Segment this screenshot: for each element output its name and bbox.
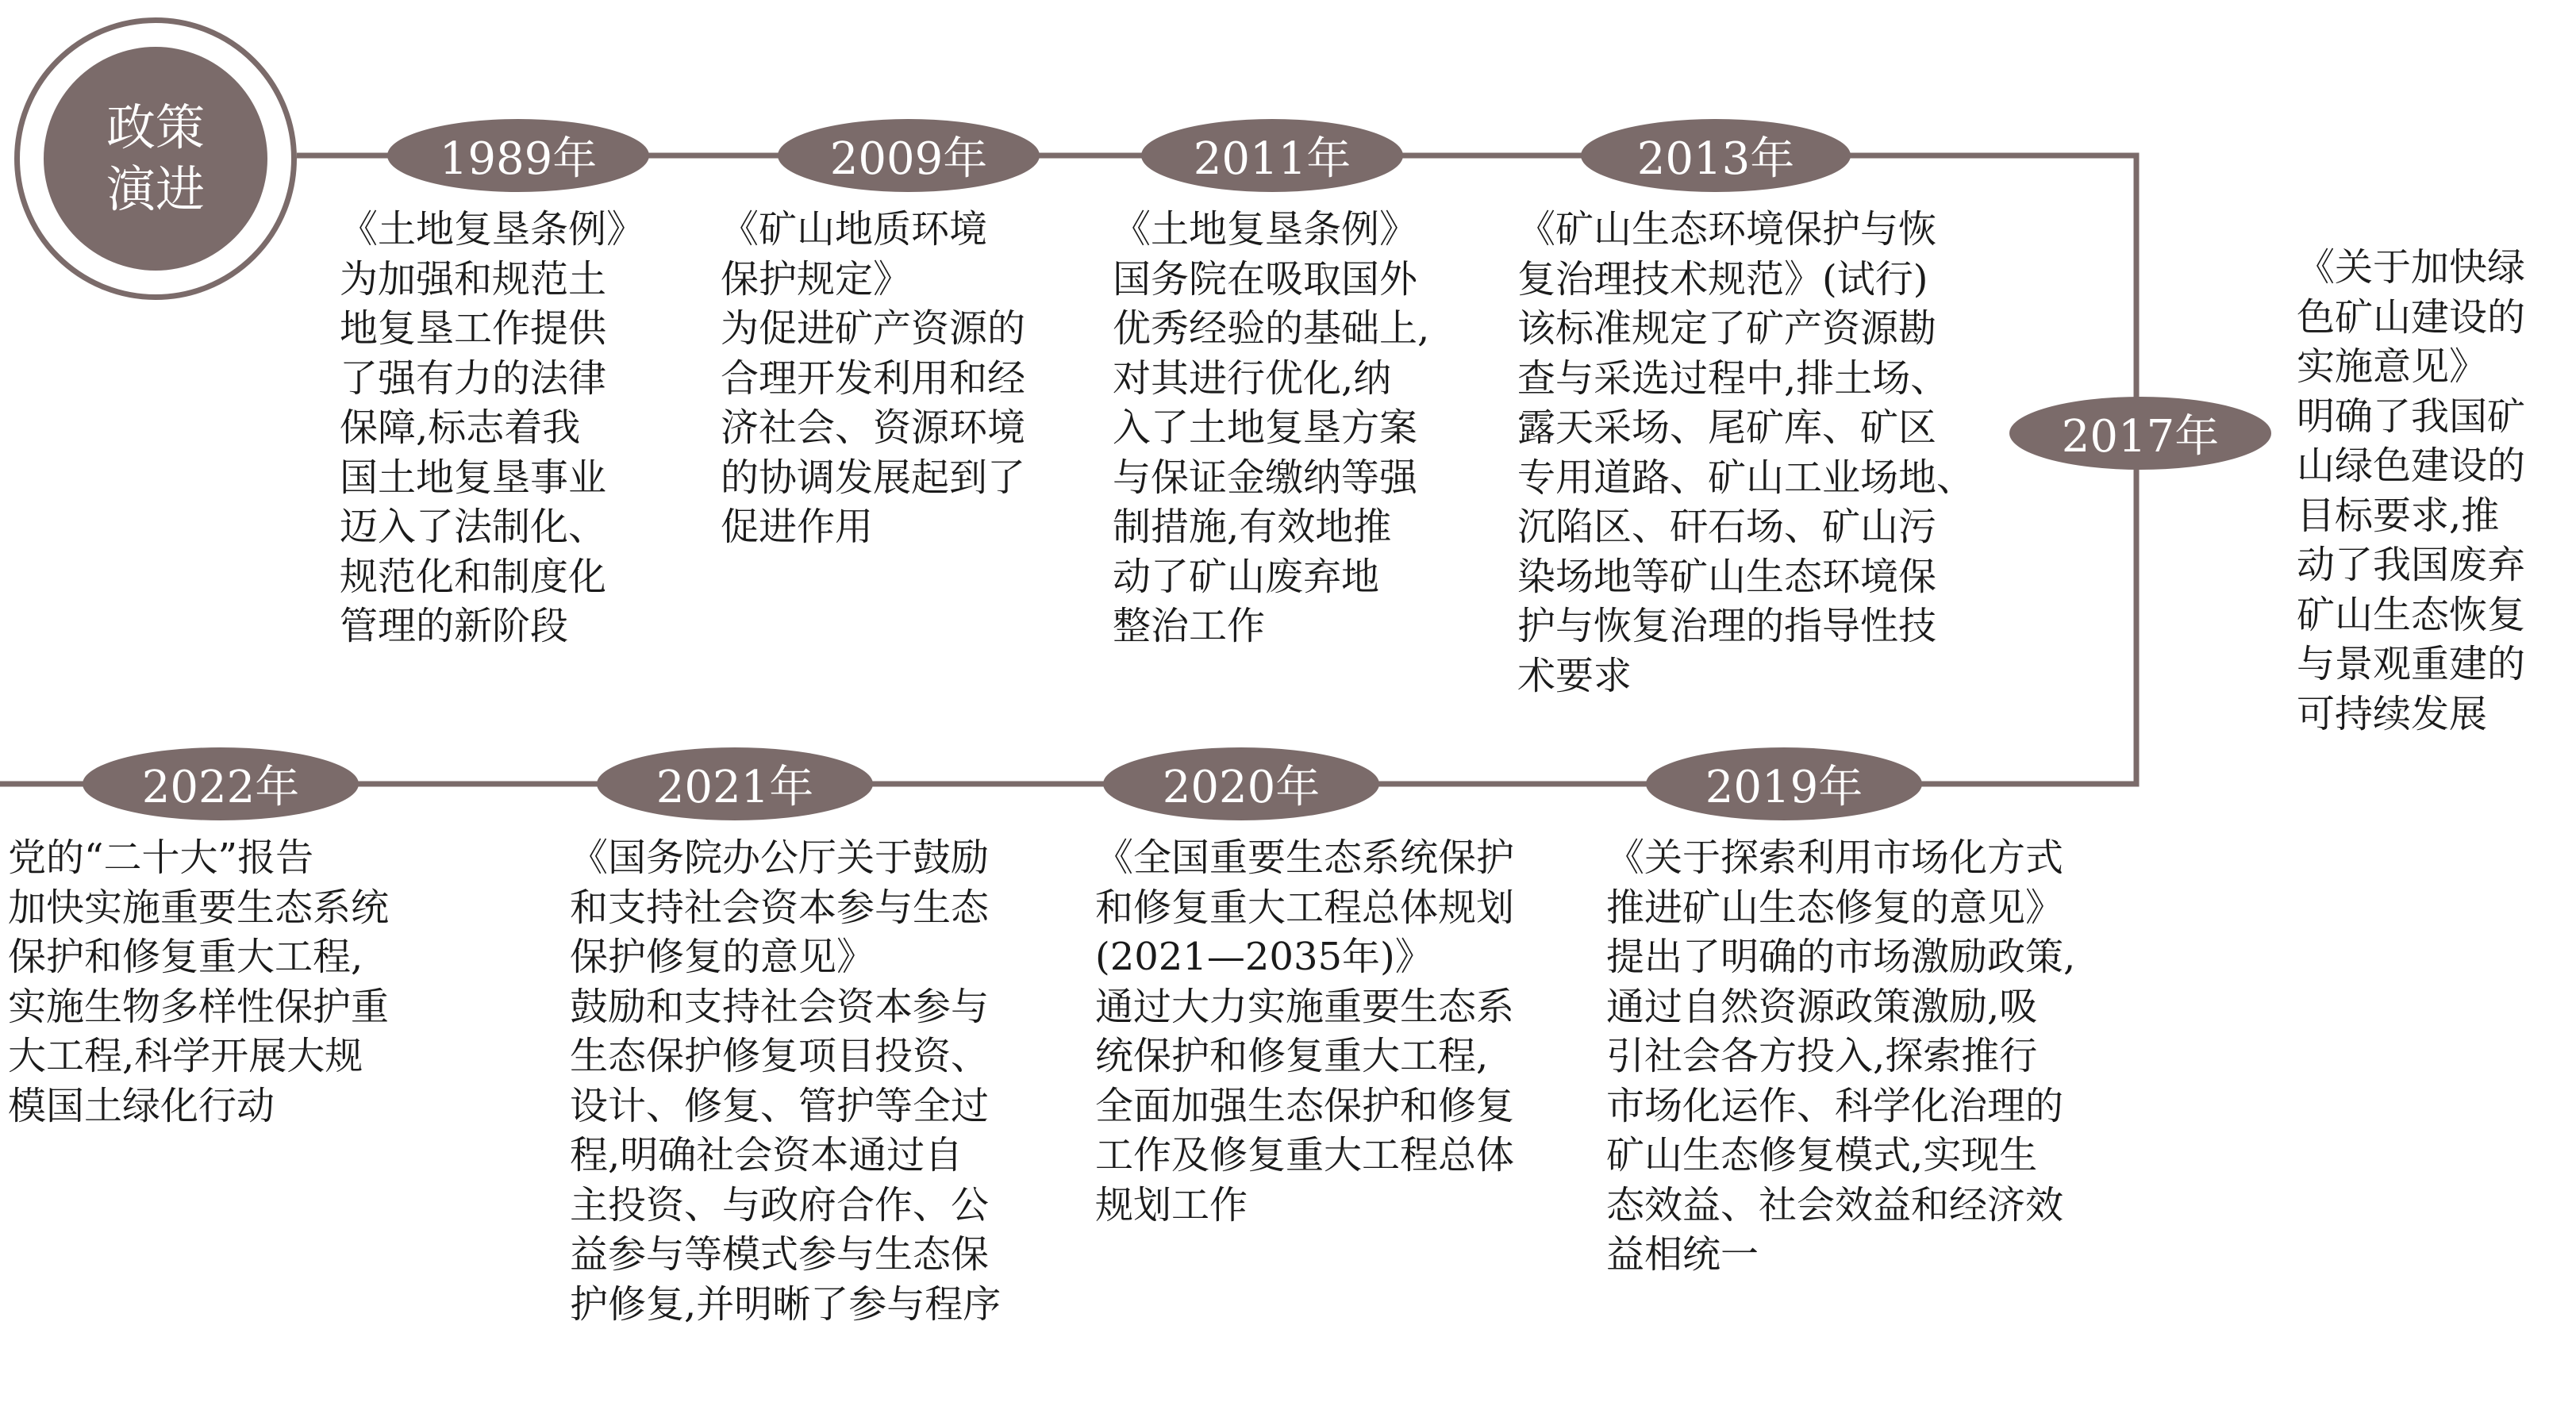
title-circle	[14, 17, 297, 300]
title-line-2: 演进	[106, 160, 205, 218]
event-text-2020: 《全国重要生态系统保护 和修复重大工程总体规划 (2021—2035年)》 通过大力实施重要生态系 统保护和修复重大工程, 全面加强生态保护和修复 工作及修复重大工程总体 规划工作	[1095, 835, 1515, 1227]
event-text-2017: 《关于加快绿 色矿山建设的 实施意见》 明确了我国矿 山绿色建设的 目标要求,推 动了我国废弃 矿山生态恢复 与景观重建的 可持续发展	[2297, 245, 2526, 736]
year-badge-2011: 2011年	[1141, 119, 1403, 192]
year-badge-2021: 2021年	[597, 747, 873, 820]
year-badge-2020: 2020年	[1103, 747, 1379, 820]
year-badge-2013: 2013年	[1581, 119, 1851, 192]
year-badge-2017: 2017年	[2009, 397, 2271, 470]
year-badge-2009: 2009年	[778, 119, 1040, 192]
event-text-2009: 《矿山地质环境 保护规定》 为促进矿产资源的 合理开发利用和经 济社会、资源环境 的协调发展起到了 促进作用	[721, 207, 1026, 549]
event-text-1989: 《土地复垦条例》 为加强和规范土 地复垦工作提供 了强有力的法律 保障,标志着我 国土地复垦事业 迈入了法制化、 规范化和制度化 管理的新阶段	[340, 207, 645, 648]
year-badge-1989: 1989年	[387, 119, 649, 192]
event-text-2011: 《土地复垦条例》 国务院在吸取国外 优秀经验的基础上, 对其进行优化,纳 入了土地复垦方案 与保证金缴纳等强 制措施,有效地推 动了矿山废弃地 整治工作	[1113, 207, 1430, 648]
year-badge-2019: 2019年	[1646, 747, 1922, 820]
year-badge-2022: 2022年	[83, 747, 359, 820]
title-line-1: 政策	[106, 98, 205, 156]
event-text-2021: 《国务院办公厅关于鼓励 和支持社会资本参与生态 保护修复的意见》 鼓励和支持社会资本参与 生态保护修复项目投资、 设计、修复、管护等全过 程,明确社会资本通过自 主投资、与政府合作、公 益参与等模式参与生态保 护修复,并明晰了参与程序	[570, 835, 1002, 1327]
title-badge	[44, 47, 267, 271]
event-text-2022: 党的“二十大”报告 加快实施重要生态系统 保护和修复重大工程, 实施生物多样性保护重 大工程,科学开展大规 模国土绿化行动	[8, 835, 390, 1128]
event-text-2013: 《矿山生态环境保护与恢 复治理技术规范》(试行) 该标准规定了矿产资源勘 查与采选过程中,排土场、 露天采场、尾矿库、矿区 专用道路、矿山工业场地、 沉陷区、矸石场、矿山污 染场地等矿山生态环境保 护与恢复治理的指导性技 术要求	[1517, 207, 1975, 698]
event-text-2019: 《关于探索利用市场化方式 推进矿山生态修复的意见》 提出了明确的市场激励政策, 通过自然资源政策激励,吸 引社会各方投入,探索推行 市场化运作、科学化治理的 矿山生态修复模式,实现生 态效益、社会效益和经济效 益相统一	[1606, 835, 2076, 1277]
